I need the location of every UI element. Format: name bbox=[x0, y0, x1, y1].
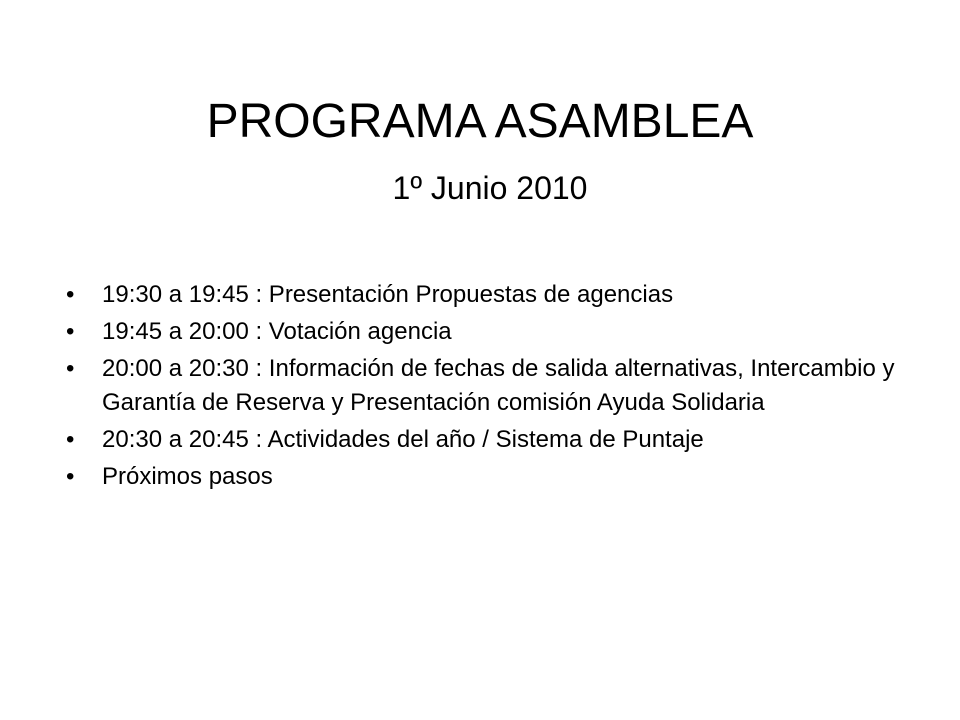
agenda-item bbox=[66, 423, 926, 457]
agenda-list bbox=[66, 278, 926, 497]
slide-subtitle: 1º Junio 2010 bbox=[392, 170, 588, 206]
agenda-item-text: Próximos pasos bbox=[102, 463, 273, 490]
bullet-icon: • bbox=[66, 318, 75, 345]
bullet-icon: • bbox=[66, 281, 75, 308]
agenda-item bbox=[66, 460, 926, 494]
bullet-icon: • bbox=[66, 463, 75, 490]
agenda-item-text: 20:30 a 20:45 : Actividades del año / Sistema de Puntaje bbox=[102, 426, 704, 453]
bullet-icon: • bbox=[66, 426, 75, 453]
agenda-item bbox=[66, 278, 926, 312]
agenda-item-text: 20:00 a 20:30 : Información de fechas de salida alternativas, Intercambio y Garantía de Reserva y Presentación comisión Ayuda Solidaria bbox=[102, 355, 895, 416]
agenda-item bbox=[66, 315, 926, 349]
agenda-item-text: 19:30 a 19:45 : Presentación Propuestas de agencias bbox=[102, 281, 674, 308]
slide-title: PROGRAMA ASAMBLEA bbox=[206, 95, 754, 148]
agenda-item bbox=[66, 352, 926, 420]
agenda-item-text: 19:45 a 20:00 : Votación agencia bbox=[102, 318, 452, 345]
bullet-icon: • bbox=[66, 355, 75, 382]
